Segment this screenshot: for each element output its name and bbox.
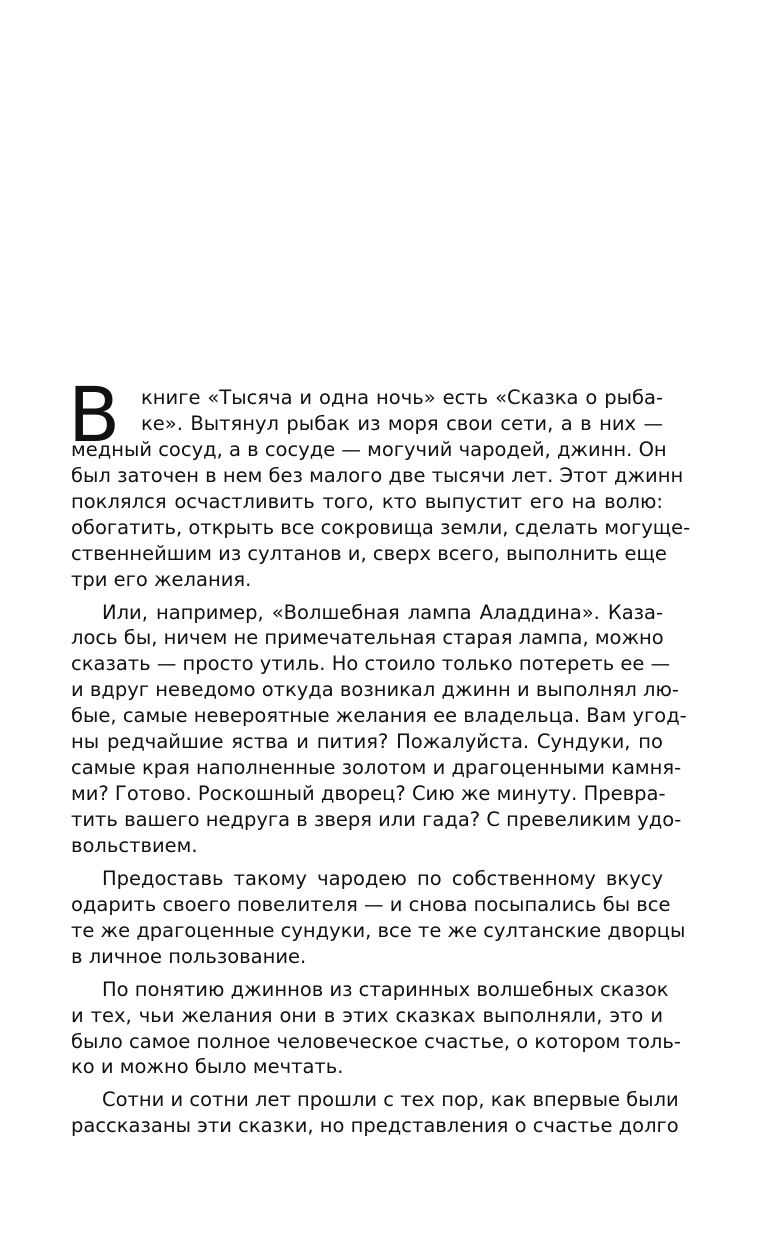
text-line: было самое полное человеческое счастье, о котором толь- — [71, 1029, 681, 1053]
text-line: ми? Готово. Роскошный дворец? Сию же минуту. Превра- — [71, 782, 666, 806]
text-line: ственнейшим из султанов и, сверх всего, выполнить еще — [71, 541, 667, 565]
paragraph-gap — [71, 970, 663, 977]
paragraph-gap — [71, 593, 663, 600]
text-line: обогатить, открыть все сокровища земли, сделать могуще- — [71, 515, 691, 539]
text-line: бые, самые невероятные желания ее владельца. Вам угод- — [71, 704, 687, 728]
drop-cap: В — [68, 370, 121, 459]
text-line: книге «Тысяча и одна ночь» есть «Сказка о рыба- — [141, 386, 663, 409]
text-line: был заточен в нем без малого две тысячи лет. Этот джинн — [71, 463, 684, 487]
body-text — [68, 370, 691, 1139]
text-line: Сотни и сотни лет прошли с тех пор, как впервые были — [102, 1088, 679, 1112]
text-line: ко и можно было мечтать. — [71, 1055, 344, 1079]
text-line: одарить своего повелителя — и снова посыпались бы все — [71, 892, 671, 916]
text-line: ны редчайшие яства и пития? Пожалуйста. Сундуки, по — [71, 730, 663, 754]
text-line: Или, например, «Волшебная лампа Аладдина». Каза- — [102, 600, 663, 624]
text-line: медный сосуд, а в сосуде — могучий чародей, джинн. Он — [71, 437, 667, 461]
paragraph — [71, 385, 691, 593]
paragraph — [71, 600, 687, 859]
text-line: ке». Вытянул рыбак из моря свои сети, а в них — — [141, 411, 663, 435]
text-line: те же драгоценные сундуки, все те же султанские дворцы — [71, 918, 686, 942]
text-line: рассказаны эти сказки, но представления о счастье долго — [71, 1114, 679, 1138]
paragraph-gap — [71, 1080, 663, 1087]
text-line: и вдруг неведомо откуда возникал джинн и выполнял лю- — [71, 678, 679, 702]
text-line: самые края наполненные золотом и драгоценными камня- — [71, 756, 682, 780]
paragraph-gap — [71, 859, 663, 866]
text-line: поклялся осчастливить того, кто выпустит его на волю: — [71, 489, 663, 513]
text-line: По понятию джиннов из старинных волшебных сказок — [102, 977, 669, 1001]
paragraph — [71, 866, 686, 970]
text-line: сказать — просто утиль. Но стоило только потереть ее — — [71, 652, 671, 676]
text-line: лось бы, ничем не примечательная старая лампа, можно — [71, 626, 664, 650]
text-line: тить вашего недруга в зверя или гада? С превеликим удо- — [71, 808, 682, 831]
paragraph — [71, 1087, 679, 1139]
text-line: вольствием. — [71, 833, 198, 857]
text-line: в личное пользование. — [71, 944, 307, 968]
paragraph — [71, 977, 681, 1081]
text-line: Предоставь такому чародею по собственному вкусу — [102, 866, 663, 890]
text-line: и тех, чьи желания они в этих сказках выполняли, это и — [71, 1003, 663, 1027]
text-line: три его желания. — [71, 567, 252, 591]
